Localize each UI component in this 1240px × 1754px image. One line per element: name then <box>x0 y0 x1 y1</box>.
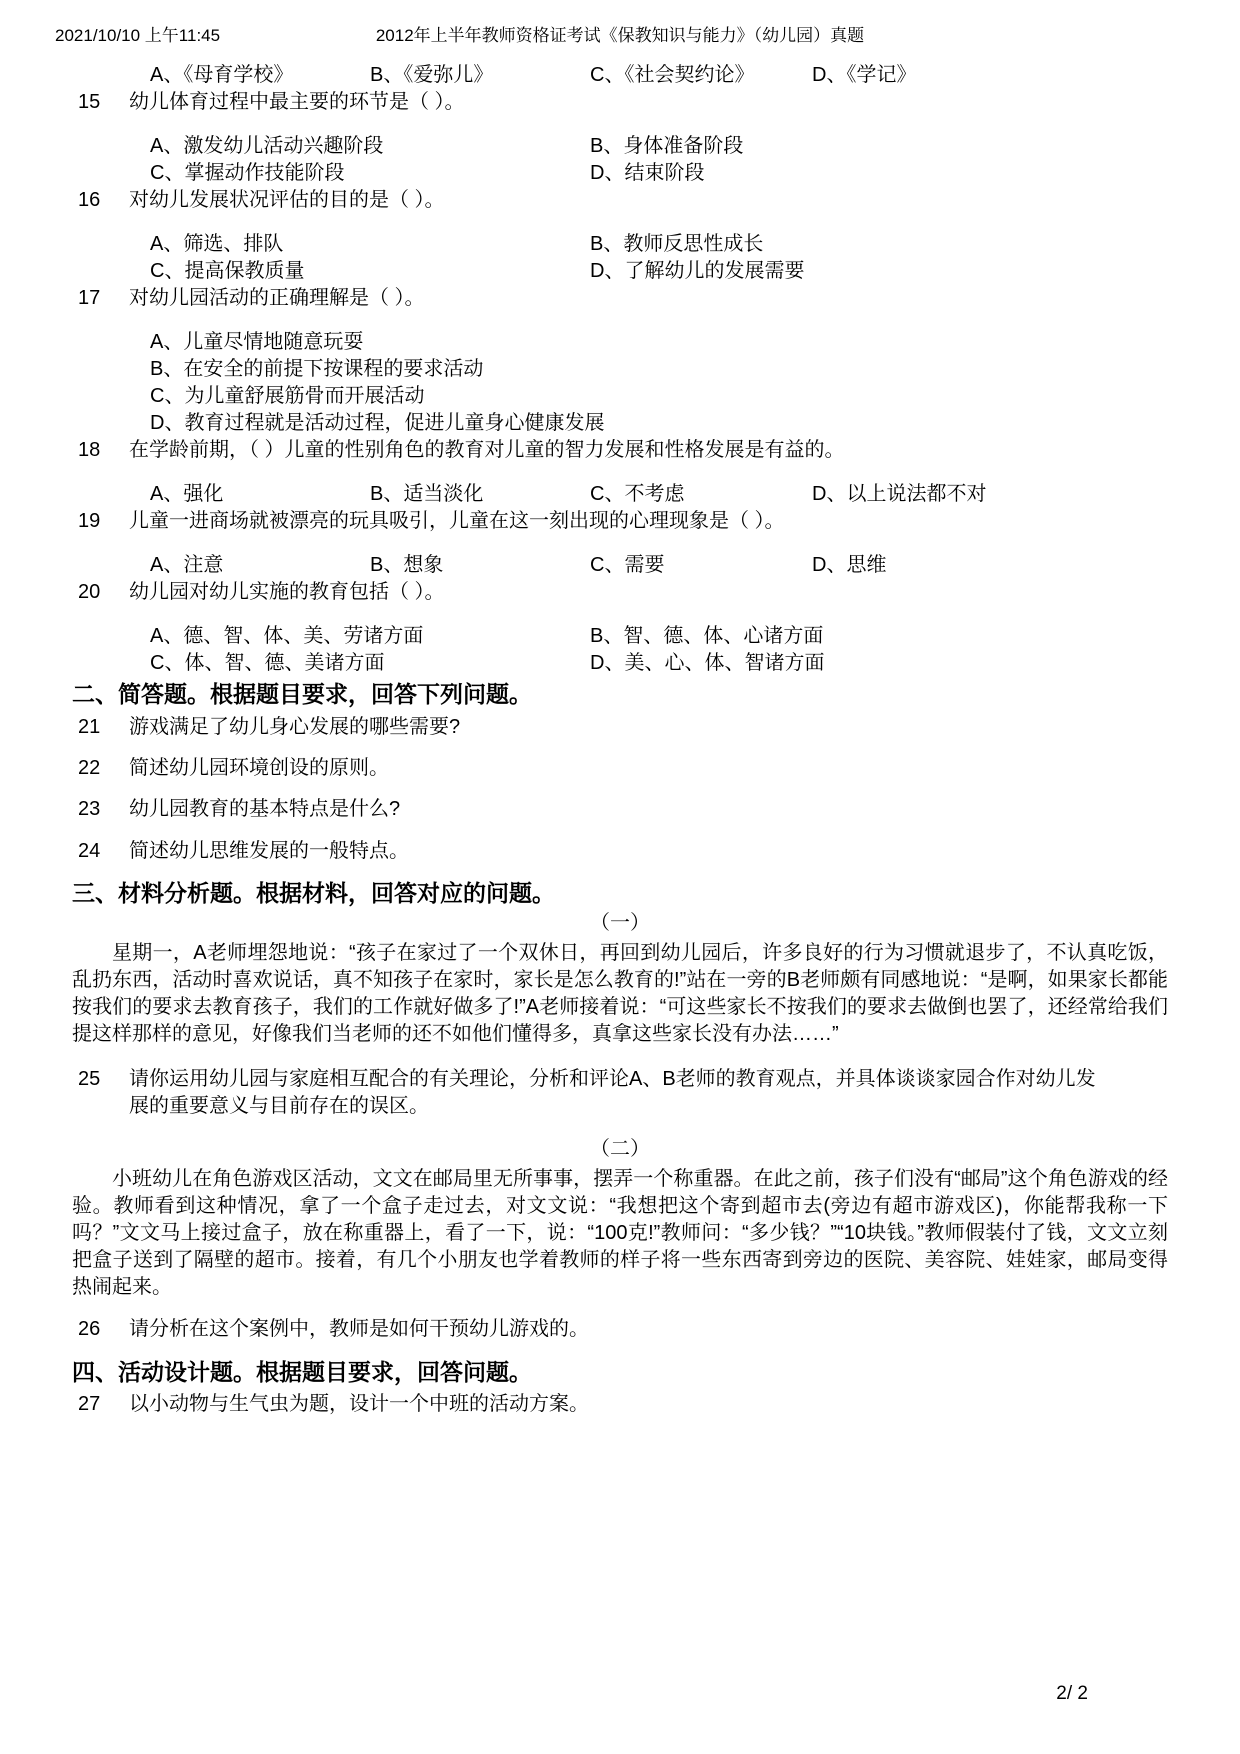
question-number: 19 <box>78 510 101 532</box>
option-a: A、激发幼儿活动兴趣阶段 <box>150 135 384 157</box>
case-two-paragraph: 小班幼儿在角色游戏区活动，文文在邮局里无所事事，摆弄一个称重器。在此之前，孩子们没有“邮局”这个角色游戏的经验。教师看到这种情况，拿了一个盒子走过去，对文文说：“我想把这个寄到超市去(旁边有超市游戏区)，你能帮我称一下吗？”文文马上接过盒子，放在称重器上，看了一下，说：“100克!”教师问：“多少钱？”“10块钱。”教师假装付了钱，文文立刻把盒子送到了隔壁的超市。接着，有几个小朋友也学着教师的样子将一些东西寄到旁边的医院、美容院、娃娃家，邮局变得热闹起来。 <box>72 1168 1168 1298</box>
question-18 <box>72 437 1168 508</box>
question-23 <box>72 796 1168 823</box>
option-a: A、注意 <box>150 554 224 576</box>
question-25 <box>72 1066 1168 1120</box>
option-c: C、体、智、德、美诸方面 <box>150 652 385 674</box>
option-a: A、强化 <box>150 483 224 505</box>
question-text: 儿童一进商场就被漂亮的玩具吸引，儿童在这一刻出现的心理现象是（ ）。 <box>129 510 785 532</box>
option-d: D、思维 <box>812 554 887 576</box>
question-16 <box>72 187 1168 285</box>
page-indicator: 2/ 2 <box>1056 1683 1088 1704</box>
question-15 <box>72 89 1168 187</box>
question-15-options <box>72 133 1168 187</box>
option-d: D、以上说法都不对 <box>812 483 987 505</box>
question-text: 幼儿园教育的基本特点是什么? <box>129 798 401 820</box>
question-18-options <box>72 481 1168 508</box>
option-a: A、《母育学校》 <box>150 64 294 86</box>
question-number: 20 <box>78 581 101 603</box>
option-d: D、《学记》 <box>812 64 917 86</box>
question-22 <box>72 755 1168 782</box>
question-19 <box>72 508 1168 579</box>
question-number: 25 <box>78 1068 101 1090</box>
question-text: 请你运用幼儿园与家庭相互配合的有关理论，分析和评论A、B老师的教育观点，并具体谈谈家园合作对幼儿发展的重要意义与目前存在的误区。 <box>129 1068 1096 1117</box>
option-b: B、智、德、体、心诸方面 <box>590 625 824 647</box>
question-text: 在学龄前期，（ ）儿童的性别角色的教育对儿童的智力发展和性格发展是有益的。 <box>129 439 845 461</box>
option-a: A、德、智、体、美、劳诸方面 <box>150 625 424 647</box>
print-datetime: 2021/10/10 上午11:45 <box>55 26 221 45</box>
question-14-options <box>72 62 1168 89</box>
option-a: A、儿童尽情地随意玩耍 <box>150 331 364 353</box>
question-27 <box>72 1391 1168 1418</box>
print-header <box>0 26 1240 46</box>
question-26 <box>72 1316 1168 1343</box>
option-d: D、美、心、体、智诸方面 <box>590 652 825 674</box>
document-title: 2012年上半年教师资格证考试《保教知识与能力》（幼儿园）真题 <box>375 26 865 45</box>
question-text: 以小动物与生气虫为题，设计一个中班的活动方案。 <box>129 1393 589 1415</box>
option-d: D、了解幼儿的发展需要 <box>590 260 805 282</box>
option-c: C、《社会契约论》 <box>590 64 755 86</box>
question-number: 23 <box>78 798 101 820</box>
question-number: 27 <box>78 1393 101 1415</box>
question-text: 简述幼儿思维发展的一般特点。 <box>129 840 409 862</box>
question-text: 游戏满足了幼儿身心发展的哪些需要? <box>129 716 461 738</box>
question-number: 17 <box>78 287 101 309</box>
question-number: 21 <box>78 716 101 738</box>
option-b: B、想象 <box>370 554 444 576</box>
question-21 <box>72 714 1168 741</box>
question-16-options <box>72 231 1168 285</box>
question-number: 24 <box>78 840 101 862</box>
question-number: 22 <box>78 757 101 779</box>
option-b: B、身体准备阶段 <box>590 135 744 157</box>
question-text: 简述幼儿园环境创设的原则。 <box>129 757 389 779</box>
section-heading-material-analysis: 三、材料分析题。根据材料，回答对应的问题。 <box>72 880 555 906</box>
question-number: 26 <box>78 1318 101 1340</box>
question-text: 请分析在这个案例中，教师是如何干预幼儿游戏的。 <box>129 1318 589 1340</box>
option-d: D、教育过程就是活动过程，促进儿童身心健康发展 <box>150 412 605 434</box>
exam-page-content <box>72 62 1168 1418</box>
question-19-options <box>72 552 1168 579</box>
case-one-label: （一） <box>590 912 650 934</box>
case-one-paragraph: 星期一，A老师埋怨地说：“孩子在家过了一个双休日，再回到幼儿园后，许多良好的行为习惯就退步了，不认真吃饭，乱扔东西，活动时喜欢说话，真不知孩子在家时，家长是怎么教育的!”站在一旁的B老师颇有同感地说：“是啊，如果家长都能按我们的要求去教育孩子，我们的工作就好做多了!”A老师接着说：“可这些家长不按我们的要求去做倒也罢了，还经常给我们提这样那样的意见，好像我们当老师的还不如他们懂得多，真拿这些家长没有办法……” <box>72 942 1168 1045</box>
question-20 <box>72 579 1168 677</box>
option-b: B、《爱弥儿》 <box>370 64 494 86</box>
option-c: C、提高保教质量 <box>150 260 305 282</box>
option-a: A、筛选、排队 <box>150 233 284 255</box>
question-text: 对幼儿园活动的正确理解是（ ）。 <box>129 287 425 309</box>
question-text: 对幼儿发展状况评估的目的是（ ）。 <box>129 189 445 211</box>
option-d: D、结束阶段 <box>590 162 705 184</box>
option-c: C、掌握动作技能阶段 <box>150 162 345 184</box>
question-text: 幼儿体育过程中最主要的环节是（ ）。 <box>129 91 465 113</box>
question-number: 16 <box>78 189 101 211</box>
option-c: C、不考虑 <box>590 483 685 505</box>
question-17 <box>72 285 1168 437</box>
option-c: C、为儿童舒展筋骨而开展活动 <box>150 385 425 407</box>
question-17-options <box>72 329 1168 437</box>
question-number: 15 <box>78 91 101 113</box>
option-b: B、教师反思性成长 <box>590 233 764 255</box>
option-b: B、在安全的前提下按课程的要求活动 <box>150 358 484 380</box>
question-number: 18 <box>78 439 101 461</box>
case-two-label: （二） <box>590 1138 650 1160</box>
section-heading-activity-design: 四、活动设计题。根据题目要求，回答问题。 <box>72 1359 532 1385</box>
question-24 <box>72 838 1168 865</box>
section-heading-short-answer: 二、简答题。根据题目要求，回答下列问题。 <box>72 681 532 707</box>
option-b: B、适当淡化 <box>370 483 484 505</box>
question-20-options <box>72 623 1168 677</box>
question-text: 幼儿园对幼儿实施的教育包括（ ）。 <box>129 581 445 603</box>
option-c: C、需要 <box>590 554 665 576</box>
